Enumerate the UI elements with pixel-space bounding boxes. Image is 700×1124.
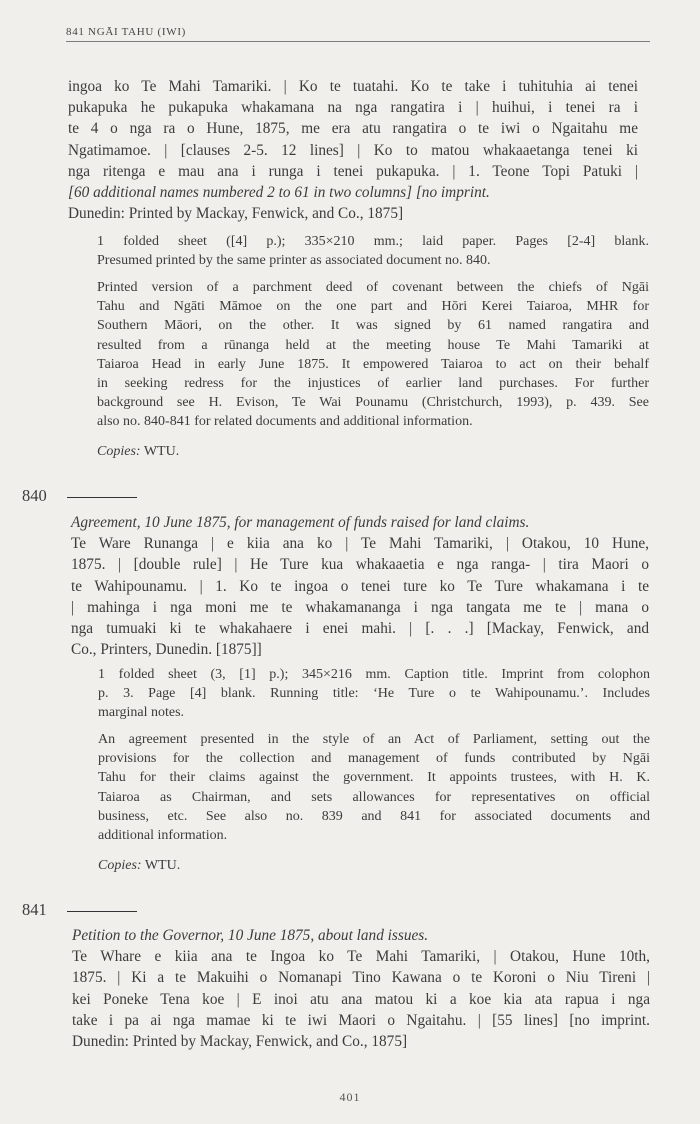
description-line: Dunedin: Printed by Mackay, Fenwick, and Co., 1875] (72, 1033, 408, 1051)
description-line: 1875. | Ki a te Makuihi o Nomanapi Tino Kawana o te Koroni o Niu Tireni | (72, 969, 650, 987)
note-line: Southern Māori, on the other. It was signed by 61 named rangatira and (97, 318, 649, 334)
entry-839-physical (97, 232, 649, 270)
copies-label: Copies: (97, 444, 141, 459)
physical-line: Presumed printed by the same printer as associated document no. 840. (97, 253, 491, 269)
copies-label: Copies: (98, 858, 142, 873)
entry-839-description (68, 76, 638, 224)
note-line: also no. 840-841 for related documents and additional information. (97, 414, 473, 430)
description-line: te 4 o nga ra o Hune, 1875, me era atu rangatira o te iwi o Ngaitahu me (68, 120, 638, 138)
entry-number: 840 (22, 486, 47, 505)
description-line: pukapuka he pukapuka whakamana na nga rangatira i | huihui, i tenei ra i (68, 99, 638, 117)
note-line: in seeking redress for the injustices of earlier land purchases. For further (97, 376, 649, 392)
note-line: resulted from a rūnanga held at the meeting house Te Mahi Tamariki at (97, 337, 649, 353)
note-line: business, etc. See also no. 839 and 841 for associated documents and (98, 808, 650, 824)
entry-dash (67, 497, 137, 498)
entry-840-number (22, 486, 137, 506)
description-line: Te Whare e kiia ana te Ingoa ko Te Mahi Tamariki, | Otakou, Hune 10th, (72, 948, 650, 966)
description-line: Te Ware Runanga | e kiia ana ko | Te Mahi Tamariki, | Otakou, 10 Hune, (71, 535, 649, 553)
entry-title: Petition to the Governor, 10 June 1875, about land issues. (72, 927, 429, 944)
page-number: 401 (339, 1090, 361, 1104)
running-header: 841 NGĀI TAHU (IWI) (66, 26, 650, 42)
entry-839-note (97, 278, 649, 432)
description-line: take i pa ai nga mamae ki te iwi Maori o Ngaitahu. | [55 lines] [no imprint. (72, 1011, 650, 1029)
note-line: background see H. Evison, Te Wai Pounamu (Christchurch, 1993), p. 439. See (97, 395, 649, 411)
description-line: Ngatimamoe. | [clauses 2-5. 12 lines] | Ko to matou whakaaetanga tenei ki (68, 141, 638, 159)
entry-840-physical (98, 665, 650, 723)
physical-line: 1 folded sheet (3, [1] p.); 345×216 mm. Caption title. Imprint from colophon (98, 667, 650, 682)
physical-line: 1 folded sheet ([4] p.); 335×210 mm.; laid paper. Pages [2-4] blank. (97, 234, 649, 249)
entry-title: Agreement, 10 June 1875, for management of funds raised for land claims. (71, 514, 530, 531)
entry-840-description (71, 512, 649, 660)
description-line: | mahinga i nga moni me te whakamananga i nga tangata me te | mana o (71, 598, 649, 616)
entry-number: 841 (22, 900, 47, 919)
note-line: Taiaroa as Chairman, and sets allowances for representatives on official (98, 789, 650, 805)
description-line: kei Poneke Tena koe | E inoi atu ana matou ki a koe kia ata rapua i nga (72, 990, 650, 1008)
description-line: te Wahipounamu. | 1. Ko te ingoa o tenei ture ko Te Ture whakamana i te (71, 577, 649, 595)
note-line: provisions for the collection and management of funds contributed by Ngāi (98, 751, 650, 767)
description-line: nga tumuaki ki te whakahaere i enei mahi. | [. . .] [Mackay, Fenwick, and (71, 620, 649, 638)
entry-840-note (98, 730, 650, 845)
description-line: Dunedin: Printed by Mackay, Fenwick, and Co., 1875] (68, 205, 404, 223)
note-line: additional information. (98, 828, 228, 844)
entry-dash (67, 911, 137, 912)
entry-841-number (22, 900, 137, 920)
note-line: Tahu for their claims against the government. It appoints trustees, with H. K. (98, 770, 650, 786)
copies-value: WTU. (143, 444, 180, 459)
note-line: Taiaroa Head in early June 1875. It empowered Taiaroa to act on their behalf (97, 356, 649, 372)
note-line: Tahu and Ngāti Māmoe on the one part and Hōri Kerei Taiaroa, MHR for (97, 299, 649, 315)
description-line: ingoa ko Te Mahi Tamariki. | Ko te tuatahi. Ko te take i tuhituhia ai tenei (68, 78, 638, 95)
physical-line: marginal notes. (98, 705, 185, 721)
description-line: nga ritenga e mau ana i runga i tenei pukapuka. | 1. Teone Topi Patuki | (68, 162, 638, 180)
entry-841-description (72, 925, 650, 1052)
entry-840-copies (98, 856, 180, 875)
description-line: Co., Printers, Dunedin. [1875]] (71, 641, 262, 659)
copies-value: WTU. (144, 858, 181, 873)
entry-839-copies (97, 442, 179, 461)
description-line: 1875. | [double rule] | He Ture kua whakaaetia e nga ranga- | tira Maori o (71, 556, 649, 574)
physical-line: p. 3. Page [4] blank. Running title: ‘He Ture o te Wahipounamu.’. Includes (98, 686, 650, 702)
description-line: [60 additional names numbered 2 to 61 in two columns] [no imprint. (68, 184, 490, 202)
note-line: An agreement presented in the style of an Act of Parliament, setting out the (98, 732, 650, 747)
note-line: Printed version of a parchment deed of covenant between the chiefs of Ngāi (97, 280, 649, 295)
